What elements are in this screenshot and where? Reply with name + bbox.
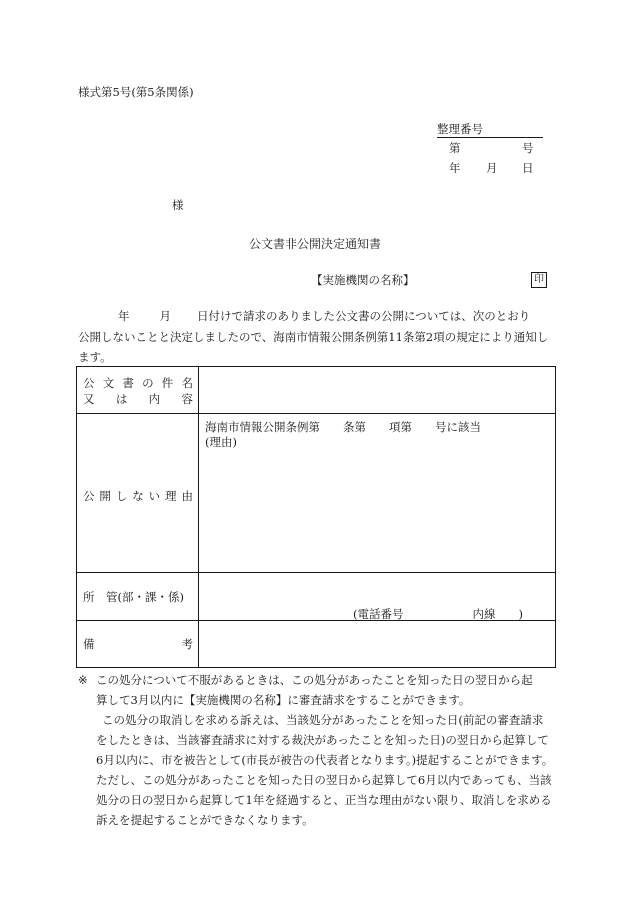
row-remarks: [77, 621, 555, 667]
phone-extension: (電話番号 内線 ): [353, 607, 523, 621]
body-paragraph: [78, 306, 558, 368]
label-char: は: [115, 392, 128, 406]
label-char: 考: [181, 637, 193, 651]
note2-line1: この処分の取消しを求める訴えは、当該処分があったことを知った日(前記の審査請求: [102, 713, 544, 727]
label-char: 件: [161, 376, 174, 390]
body-month: 月: [159, 309, 171, 323]
body-line2: 公開しないことと決定しましたので、海南市情報公開条例第11条第2項の規定により通知し: [78, 329, 549, 344]
row-department-label: 所 管(部・課・係): [83, 590, 184, 604]
date-day: 日: [522, 161, 534, 175]
label-char: の: [142, 376, 154, 390]
form-id: 様式第5号(第5条関係): [78, 85, 194, 99]
label-char: 理: [165, 489, 177, 503]
note2-line3: 6月以内に、市を被告として(市長が被告の代表者となります。)提起することができます。: [96, 753, 554, 767]
row-subject-label-line1: [83, 375, 193, 391]
row-reason-label: [83, 488, 193, 504]
row-reason: [77, 414, 555, 573]
row-subject-label-line2: [83, 391, 193, 407]
addressee-suffix: 様: [172, 198, 184, 212]
reason-note: (理由): [205, 435, 237, 449]
row-department: [77, 573, 555, 621]
notes-section: [78, 670, 568, 830]
seiri-bangou-label: 整理番号: [437, 123, 543, 138]
note1-line2: 算して3月以内に【実施機関の名称】に審査請求をすることができます。: [96, 693, 471, 707]
number-go: 号: [522, 141, 534, 155]
date-month: 月: [486, 161, 498, 175]
label-char: な: [132, 489, 144, 503]
agency-name: 【実施機関の名称】: [311, 273, 415, 287]
note-mark: ※: [78, 673, 88, 687]
label-char: い: [148, 489, 161, 503]
label-char: 公: [83, 376, 95, 390]
label-char: 由: [181, 489, 193, 503]
body-year: 年: [118, 309, 130, 323]
label-char: 公: [83, 489, 95, 503]
label-char: 内: [148, 392, 161, 406]
row-remarks-label: [83, 636, 193, 652]
row-reason-value: [205, 420, 481, 450]
label-char: し: [115, 489, 128, 503]
note2-line6: 訴えを提起することができなくなります。: [96, 813, 314, 827]
decision-table: [76, 366, 556, 668]
label-char: 開: [99, 489, 111, 503]
label-char: 容: [181, 392, 193, 406]
label-char: 書: [122, 376, 134, 390]
document-title: 公文書非公開決定通知書: [248, 237, 381, 251]
note1-line1: この処分について不服があるときは、この処分があったことを知った日の翌日から起: [96, 673, 533, 687]
number-dai: 第: [449, 141, 461, 155]
date-year: 年: [449, 161, 461, 175]
row-subject: [77, 367, 555, 414]
body-line3: ます。: [78, 350, 112, 364]
note2-line2: をしたときは、当該審査請求に対する裁決があったことを知った日)の翌日から起算して: [96, 733, 549, 747]
reason-article: 海南市情報公開条例第 条第 項第 号に該当: [205, 420, 481, 434]
note2-line4: ただし、この処分があったことを知った日の翌日から起算して6月以内であっても、当該: [96, 773, 552, 787]
label-char: 備: [83, 637, 95, 651]
note2-line5: 処分の日の翌日から起算して1年を経過すると、正当な理由がない限り、取消しを求める: [96, 793, 552, 807]
row-subject-label: [83, 375, 193, 407]
body-line1: 日付けで請求のありました公文書の公開については、次のとおり: [197, 309, 531, 323]
label-char: 又: [83, 392, 95, 406]
seal-stamp: 印: [531, 272, 547, 288]
label-char: 文: [102, 376, 115, 390]
label-char: 名: [181, 376, 193, 390]
